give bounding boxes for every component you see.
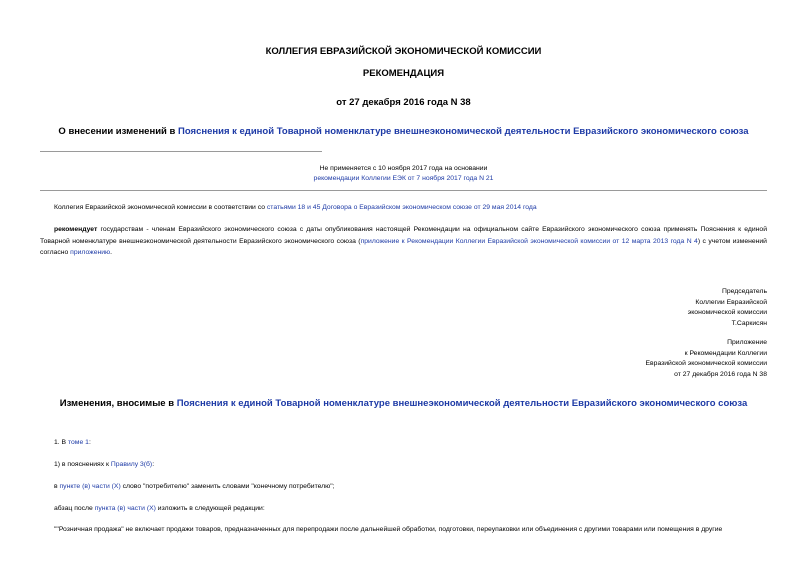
p2-link2[interactable]: приложению xyxy=(70,249,111,256)
changes-heading-prefix: Изменения, вносимые в xyxy=(59,398,177,409)
changes-heading xyxy=(0,398,807,409)
p2-bold: рекомендует xyxy=(54,226,98,233)
a1-link2[interactable]: части (X) xyxy=(92,483,121,490)
sub1-link[interactable]: Правилу 3(б) xyxy=(110,461,153,468)
doc-title xyxy=(0,126,807,137)
status-note-line1: Не применяется с 10 ноября 2017 года на основании xyxy=(319,165,488,172)
signature-block xyxy=(467,287,767,329)
p2-text2: ) с учетом изменений согласно xyxy=(40,237,767,256)
item1-prefix: 1. В xyxy=(54,439,68,446)
appendix-line: к Рекомендации Коллегии xyxy=(684,349,767,357)
p2-text1: государствам - членам Евразийского экономического союза с даты опубликования настоящей Рекомендации на официальном сайте Евразийского экономического союза применять Пояснения к единой Товарной номенклатуре внешнеэкономической деятельности Евразийского экономического союза ( xyxy=(40,226,767,245)
status-note-link[interactable]: рекомендации Коллегии ЕЭК от 7 ноября 2017 года N 21 xyxy=(313,175,494,182)
amendment-1 xyxy=(40,481,767,493)
full-divider xyxy=(40,190,767,191)
quoted-text: ""Розничная продажа" не включает продажи товаров, предназначенных для перепродажи после дальнейшей обработки, подготовки, переупаковки или объединения с другими товарами или помещения в другие xyxy=(54,526,723,533)
amendment-2 xyxy=(40,503,767,515)
p1-text: Коллегия Евразийской экономической комиссии в соответствии со xyxy=(54,204,267,211)
signature-line: Председатель xyxy=(722,288,767,295)
doc-date-number: от 27 декабря 2016 года N 38 xyxy=(336,97,471,108)
a2-link2[interactable]: части (X) xyxy=(127,505,156,512)
doc-title-prefix: О внесении изменений в xyxy=(58,126,179,137)
org-name: КОЛЛЕГИЯ ЕВРАЗИЙСКОЙ ЭКОНОМИЧЕСКОЙ КОМИССИИ xyxy=(265,46,542,57)
appendix-line: Приложение xyxy=(727,339,767,346)
a2-link1[interactable]: пункта (в) xyxy=(94,505,126,512)
paragraph-1 xyxy=(40,202,767,214)
sub1-end: : xyxy=(152,461,155,468)
sub-item-1 xyxy=(40,459,767,471)
signature-line: экономической комиссии xyxy=(687,309,767,316)
short-divider xyxy=(40,151,322,152)
a1-link1[interactable]: пункте (в) xyxy=(59,483,91,490)
signature-line: Т.Саркисян xyxy=(731,319,767,327)
p1-link[interactable]: статьями 18 и 45 Договора о Евразийском экономическом союзе от 29 мая 2014 года xyxy=(266,204,537,211)
appendix-line: от 27 декабря 2016 года N 38 xyxy=(674,370,767,378)
item-1 xyxy=(40,437,767,449)
item1-link[interactable]: томе 1 xyxy=(67,439,89,446)
p2-link1[interactable]: приложение к Рекомендации Коллегии Евразийской экономической комиссии от 12 марта 2013 года N 4 xyxy=(360,237,698,245)
changes-heading-link[interactable]: Пояснения к единой Товарной номенклатуре внешнеэкономической деятельности Евразийского экономического союза xyxy=(176,398,748,409)
doc-type: РЕКОМЕНДАЦИЯ xyxy=(362,68,445,79)
a1-prefix: в xyxy=(54,483,60,490)
p2-end: . xyxy=(110,249,113,256)
doc-title-link[interactable]: Пояснения к единой Товарной номенклатуре внешнеэкономической деятельности Евразийского экономического союза xyxy=(178,126,749,137)
status-note-line2 xyxy=(40,173,767,185)
item1-end: : xyxy=(88,439,91,446)
appendix-block xyxy=(467,338,767,380)
signature-line: Коллегии Евразийской xyxy=(695,298,767,306)
a2-text: изложить в следующей редакции: xyxy=(155,505,265,512)
a1-text: слово "потребителю" заменить словами "конечному потребителю"; xyxy=(120,483,335,490)
paragraph-2 xyxy=(40,224,767,259)
sub1-prefix: 1) в пояснениях к xyxy=(54,461,111,468)
appendix-line: Евразийской экономической комиссии xyxy=(645,360,767,367)
a2-prefix: абзац после xyxy=(54,505,95,512)
